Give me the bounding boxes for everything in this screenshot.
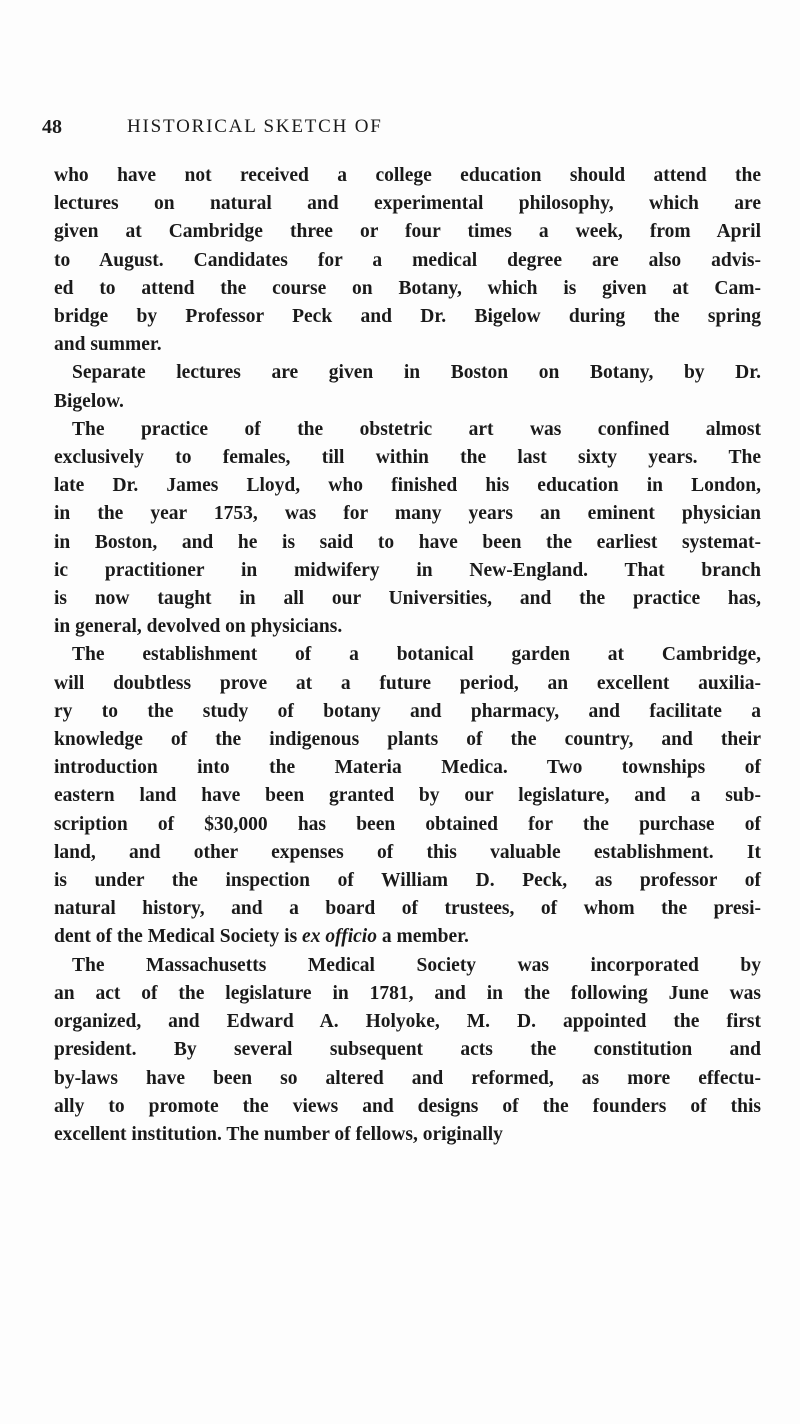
- text-line: dent of the Medical Society is ex officio a member.: [54, 926, 469, 948]
- text-line: lectures on natural and experimental philosophy, which are: [54, 193, 761, 215]
- text-line: ic practitioner in midwifery in New-England. That branch: [54, 559, 761, 581]
- text-line: will doubtless prove at a future period, an excellent auxilia-: [54, 672, 761, 694]
- text-line: in Boston, and he is said to have been the earliest systemat-: [54, 531, 761, 553]
- text-line: given at Cambridge three or four times a week, from April: [54, 221, 761, 243]
- text-line: land, and other expenses of this valuable establishment. It: [54, 841, 761, 863]
- text-line: Bigelow.: [54, 390, 124, 412]
- text-line: in the year 1753, was for many years an eminent physician: [54, 503, 761, 525]
- text-line: bridge by Professor Peck and Dr. Bigelow during the spring: [54, 306, 761, 328]
- text-line: in general, devolved on physicians.: [54, 616, 343, 638]
- text-line: excellent institution. The number of fellows, originally: [54, 1123, 503, 1145]
- text-line: organized, and Edward A. Holyoke, M. D. appointed the first: [54, 1011, 761, 1033]
- text-line: who have not received a college education should attend the: [54, 165, 761, 186]
- paragraph-4: [54, 641, 761, 951]
- text-line: The establishment of a botanical garden at Cambridge,: [72, 644, 761, 666]
- running-head: [42, 114, 758, 140]
- text-line: late Dr. James Lloyd, who finished his education in London,: [54, 475, 761, 497]
- text-line: scription of $30,000 has been obtained for the purchase of: [54, 813, 761, 835]
- paragraph-1: [54, 162, 761, 359]
- paragraph-5: [54, 952, 761, 1149]
- text-line: The Massachusetts Medical Society was incorporated by: [72, 954, 761, 976]
- page-body: [54, 162, 761, 1149]
- paragraph-3: [54, 416, 761, 642]
- text-line: ry to the study of botany and pharmacy, and facilitate a: [54, 700, 761, 722]
- text-line: Separate lectures are given in Boston on Botany, by Dr.: [72, 362, 761, 384]
- text-line: natural history, and a board of trustees, of whom the presi-: [54, 898, 761, 920]
- text-line: to August. Candidates for a medical degree are also advis-: [54, 249, 761, 271]
- text-line: by-laws have been so altered and reformed, as more effectu-: [54, 1067, 761, 1089]
- text-line: exclusively to females, till within the last sixty years. The: [54, 447, 761, 469]
- text-line: is under the inspection of William D. Peck, as professor of: [54, 870, 761, 892]
- text-line: president. By several subsequent acts the constitution and: [54, 1039, 761, 1061]
- running-title: HISTORICAL SKETCH OF: [127, 116, 383, 137]
- text-line: knowledge of the indigenous plants of the country, and their: [54, 729, 761, 751]
- text-line: introduction into the Materia Medica. Two townships of: [54, 757, 761, 779]
- text-line: ed to attend the course on Botany, which is given at Cam-: [54, 277, 761, 299]
- text-line: eastern land have been granted by our legislature, and a sub-: [54, 785, 761, 807]
- page-number: 48: [42, 116, 62, 138]
- paragraph-2: [54, 359, 761, 415]
- text-line: is now taught in all our Universities, and the practice has,: [54, 588, 761, 610]
- text-line: and summer.: [54, 334, 162, 356]
- text-line: ally to promote the views and designs of the founders of this: [54, 1095, 761, 1117]
- text-line: The practice of the obstetric art was confined almost: [72, 418, 761, 440]
- text-line: an act of the legislature in 1781, and in the following June was: [54, 982, 761, 1004]
